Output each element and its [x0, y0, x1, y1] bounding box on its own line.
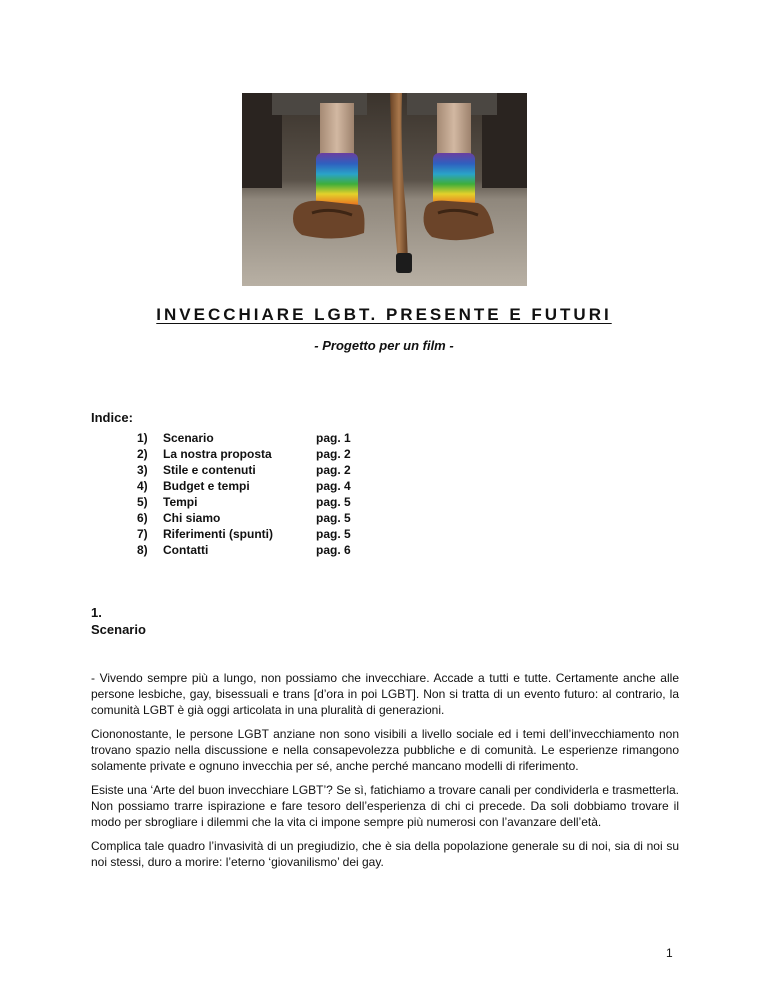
document-title: INVECCHIARE LGBT. PRESENTE E FUTURI [156, 305, 612, 324]
toc-page: pag. 6 [316, 543, 351, 557]
document-subtitle: - Progetto per un film - [314, 338, 454, 353]
toc-number: 3) [137, 463, 148, 477]
toc-page: pag. 4 [316, 479, 351, 493]
section-body [91, 670, 679, 878]
toc-row[interactable] [137, 462, 376, 478]
toc-page: pag. 5 [316, 495, 351, 509]
toc-page: pag. 5 [316, 527, 351, 541]
toc-number: 5) [137, 495, 148, 509]
toc-row[interactable] [137, 542, 376, 558]
section-title: Scenario [91, 622, 146, 637]
toc-row[interactable] [137, 526, 376, 542]
toc-label: Budget e tempi [163, 479, 250, 493]
section-number: 1. [91, 605, 102, 620]
toc-label: Tempi [163, 495, 198, 509]
toc-page: pag. 5 [316, 511, 351, 525]
toc-label: Stile e contenuti [163, 463, 256, 477]
toc-page: pag. 2 [316, 447, 351, 461]
toc-row[interactable] [137, 478, 376, 494]
toc-number: 8) [137, 543, 148, 557]
toc-label: Contatti [163, 543, 209, 557]
paragraph: Complica tale quadro l’invasività di un pregiudizio, che è sia della popolazione generale su di noi, sia di noi su noi stessi, duro a morire: l’eterno ‘giovanilismo’ dei gay. [91, 839, 679, 869]
page-number: 1 [666, 946, 673, 960]
toc-row[interactable] [137, 430, 376, 446]
table-of-contents [137, 430, 376, 558]
paragraph: Ciononostante, le persone LGBT anziane non sono visibili a livello sociale ed i temi dell’invecchiamento non trovano spazio nella discussione e nella consapevolezza pubbliche e di comunità. Le esperienze rimangono solamente private e ognuno invecchia per sé, anche perché mancano modelli di riferimento. [91, 727, 679, 773]
toc-page: pag. 1 [316, 431, 351, 445]
toc-label: La nostra proposta [163, 447, 272, 461]
toc-number: 7) [137, 527, 148, 541]
toc-row[interactable] [137, 494, 376, 510]
toc-label: Riferimenti (spunti) [163, 527, 273, 541]
photo-rainbow-socks-cane-icon [242, 93, 527, 286]
toc-number: 6) [137, 511, 148, 525]
toc-row[interactable] [137, 510, 376, 526]
toc-row[interactable] [137, 446, 376, 462]
index-heading: Indice: [91, 410, 133, 425]
paragraph: - Vivendo sempre più a lungo, non possiamo che invecchiare. Accade a tutti e tutte. Certamente anche alle persone lesbiche, gay, bisessuali e trans [d’ora in poi LGBT]. Non si tratta di un evento futuro: al contrario, la comunità LGBT è già oggi articolata in una pluralità di generazioni. [91, 671, 679, 717]
toc-page: pag. 2 [316, 463, 351, 477]
toc-number: 4) [137, 479, 148, 493]
toc-number: 2) [137, 447, 148, 461]
paragraph: Esiste una ‘Arte del buon invecchiare LGBT’? Se sì, fatichiamo a trovare canali per condividerla e trasmetterla. Non possiamo trarre ispirazione e fare tesoro dell’esperienza di chi ci precede. Da soli dobbiamo trovare il modo per sbrogliare i dilemmi che la vita ci impone sempre più numerosi con l’avanzare dell’età. [91, 783, 679, 829]
cover-photo [242, 93, 527, 286]
toc-number: 1) [137, 431, 148, 445]
toc-label: Scenario [163, 431, 214, 445]
toc-label: Chi siamo [163, 511, 221, 525]
